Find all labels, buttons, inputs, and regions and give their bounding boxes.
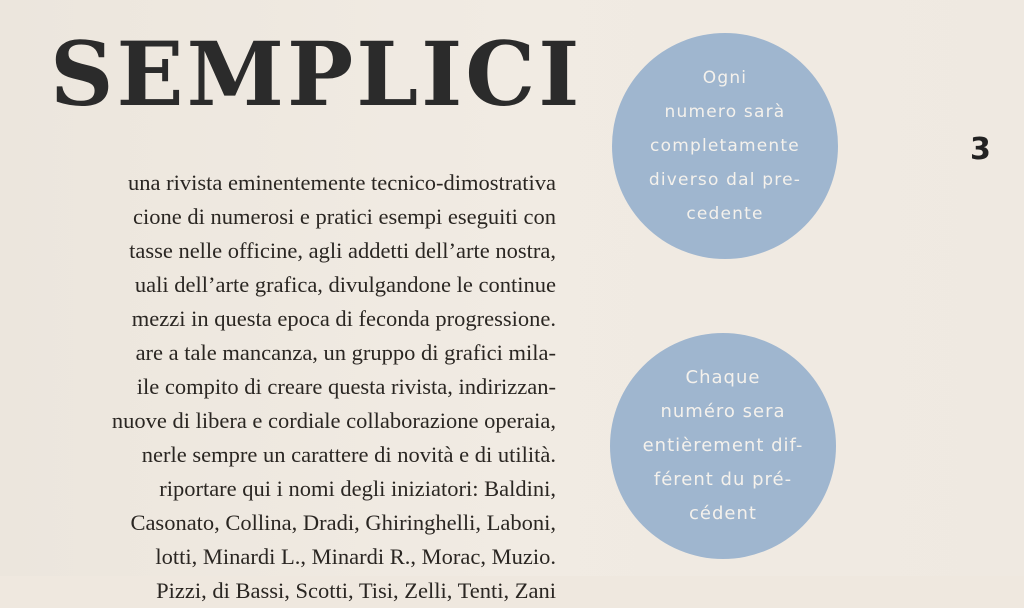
body-line: Casonato, Collina, Dradi, Ghiringhelli, Laboni, [130,510,556,535]
callout-line: Chaque [685,367,761,388]
page-title: SEMPLICI [50,22,583,126]
callout-line: Ogni [702,68,748,88]
body-line: ile compito di creare questa rivista, indirizzan- [136,374,556,399]
body-line: nuove di libera e cordiale collaborazione operaia, [111,408,556,433]
body-line: mezzi in questa epoca di feconda progressione. [131,306,556,331]
callout-line: cedente [686,204,764,224]
body-line: riportare qui i nomi degli iniziatori: Baldini, [159,476,556,501]
callout-line: cédent [689,503,757,524]
body-line: lotti, Minardi L., Minardi R., Morac, Muzio. [155,544,556,569]
callout-line: diverso dal pre- [648,170,802,190]
body-line: Pizzi, di Bassi, Scotti, Tisi, Zelli, Tenti, Zani [156,578,556,603]
callout-line: férent du pré- [653,469,793,490]
french-callout-circle [610,333,836,559]
body-line: are a tale mancanza, un gruppo di grafici mila- [135,340,556,365]
body-line: uali dell’arte grafica, divulgandone le continue [134,272,556,297]
body-line: tasse nelle officine, agli addetti dell’arte nostra, [129,238,556,263]
body-line: una rivista eminentemente tecnico-dimostrativa [128,170,556,195]
body-paragraph [0,166,556,608]
italian-callout-text [649,61,801,231]
callout-line: numero sarà [664,102,786,122]
body-line: cione di numerosi e pratici esempi eseguiti con [133,204,556,229]
italian-callout-circle [612,33,838,259]
callout-line: numéro sera [660,401,786,422]
callout-line: completamente [650,136,800,156]
body-line: nerle sempre un carattere di novità e di utilità. [141,442,556,467]
callout-line: entièrement dif- [642,435,804,456]
page-number: 3 [970,132,991,167]
french-callout-text [643,361,804,531]
